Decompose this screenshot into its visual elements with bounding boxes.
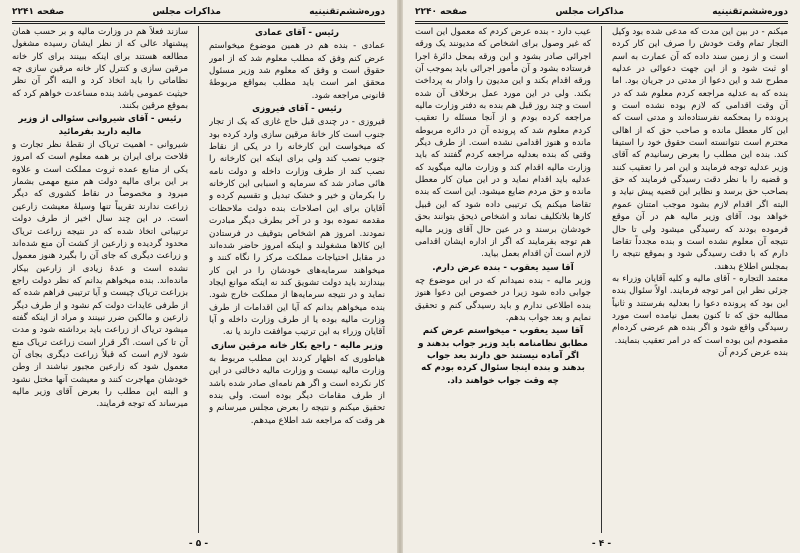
paragraph: هیاطوری که اظهار کردند این مطلب مربوط به وزارت مالیه نیست و وزارت مالیه دخالتی در این کار نکرده است و اگر هم نامه‌ای صادر شده باشد از طرف مقامات دیگر بوده است. ولی بنده تحقیق میکنم و نتیجه را بعرض مجلس میرسانم و هر وقت که مراجعه شد اطلاع میدهم.: [209, 353, 385, 426]
right-page-column-right: [612, 26, 788, 533]
paragraph: فیروزی - در چندی قبل حاج غازی که یک از تجار جنوب است کار خانهٔ مرقین سازی وارد کرده بود که میخواست این کارخانه را در یکی از نقاط جنوب نصب کند ولی برای اینکه این کارخانه را نصب کند از طرف وزارت داخله و دولت نامه هائی صادر شد که سرمایه و اسبابی این کارخانه را بکرمان و خیر و خشک تبدیل و تقسیم کرده و آقایان برای این اصلاحات بنده دولت ملاحظات مقدمه نموده بود و در آخر بطرف دیگر مبادرت نمودند. امروز هم اشخاص بتوقیف در فرستادن این کالاها مشغولند و اینکه امروز حاضر شده‌اند در مقابل احتیاجات مملکت مرکز را نگاه کنند و میخواهند سرمایه‌های خودشان را در این کار بیندازند باید دولت تشویق کند نه اینکه موانع ایجاد نماید و در نتیجه سرمایه‌ها از مملکت خارج شود. بنده میخواهم بدانم که آیا این اقدامات از طرف وزارت مالیه بوده یا از طرف وزارت داخله و آیا آقایان وزراء به این ترتیب موافقت دارند یا نه.: [209, 117, 385, 338]
right-page: [403, 0, 800, 553]
left-page: [0, 0, 397, 553]
column-divider: [601, 26, 602, 533]
right-page-columns: [415, 26, 788, 533]
left-page-header: [12, 4, 385, 20]
paragraph: بنده عرض کردم آن: [718, 347, 788, 358]
paragraph: معتمد التجاره - آقای مالیه و کلیه آقایان وزراء به جزئی نظر این امر توجه فرمایند. اولاً سئوال بنده این بود که پرونده دعوا را بعدلیه بفرستند و ثانیاً مطالبه حق که تا کنون بعمل نیامده است مورد رسیدگی واقع شود و اگر بنده هم عرضی کرده‌ام مقصودم این بوده است که در امر تعقیب بنمایند.: [612, 273, 788, 346]
left-page-columns: [12, 26, 385, 533]
left-header-volume: دوره‌ششم‌تقنینیه: [309, 7, 385, 17]
left-header-rule: [12, 21, 385, 24]
paragraph: سازند فعلاً هم در وزارت مالیه و بر حسب همان پیشنهاد عالی که از نظر ایشان رسیده مشغول مطالعه هستند برای اینکه ببینند برای کار خانه مرقین سازی و کنترل کار خانه مرقین سازی چه نظاماتی را باید اتخاذ کرد و البته اگر آن نظر حیثیت عمومی باشد بنده مساعدت خواهم کرد که بموقع مرقین بکنند.: [12, 27, 188, 112]
right-page-number: - ۴ -: [591, 539, 612, 549]
right-header-volume: دوره‌ششم‌تقنینیه: [712, 7, 788, 17]
speaker-line: رئیس - آقای عمادی: [254, 28, 340, 38]
right-page-header: [415, 4, 788, 20]
left-page-column-right: [209, 26, 385, 533]
paragraph: وزیر مالیه - بنده نمیدانم که در این موضوع چه جوابی داده شود زیرا در خصوص این دعوا هنوز بنده اطلاعی ندارم و باید رسیدگی کنم و تحقیق نمایم و بعد جواب بدهم.: [415, 275, 591, 323]
left-header-page: صفحه ۲۲۴۱: [12, 7, 65, 17]
right-header-rule: [415, 21, 788, 24]
right-header-page: صفحه ۲۲۴۰: [415, 7, 468, 17]
speaker-line: رئیس - آقای فیروزی: [252, 104, 342, 115]
speaker-line: آقا سید یعقوب - میخواستم عرض کنم مطابق نظامنامه باید وزیر جواب بدهند و اگر آماده نیستند حق دارند بعد جواب بدهند و بنده اینجا سئوال کرده بودم که چه وقت جواب خواهند داد.: [418, 326, 588, 386]
left-header-title: مذاکرات مجلس: [152, 7, 221, 17]
left-page-number: - ۵ -: [188, 539, 209, 549]
paragraph: عمادی - بنده هم در همین موضوع میخواستم عرض کنم وفق که مطلب معلوم شد که از امور حقوق است و وفق که معلوم شد وزیر مسئول محقق امر است باید مطلب بمواقع مربوطهٔ قانونی مراجعه شود.: [209, 41, 385, 101]
left-page-column-left: [12, 26, 188, 533]
paragraph: شیروانی - اهمیت تریاک از نقطهٔ نظر تجارت و فلاحت برای ایران بر همه معلوم است که امروز یکی از منابع عمده ثروت مملکت است و علاوه بر این برای مالیه دولت هم منبع مهمی بشمار میرود و مخصوصاً در نقاط کشوری که دیگر زراعت ندارند تقریباً تنها وسیلهٔ معیشت زارعین است. در این چند سال اخیر از طرف دولت ترتیباتی اتخاذ شده که در نتیجه زراعت تریاک محدود گردیده و زارعین از کشت آن منع شده‌اند و زراعت دیگری که جای آن را بگیرد هنوز معمول نشده است و عدهٔ زیادی از زارعین بیکار مانده‌اند. بنده میخواهم بدانم که نظر دولت راجع بزراعت تریاک چیست و آیا ترتیبی فراهم شده که از طرفی عایدات دولت کم نشود و از طرف دیگر زارعین و مالکین ضرر نبینند و مراد از اینکه گفته میشود تریاک از زراعت باید برداشته شود و مدت آن تا کی است. اگر قرار است زراعت تریاک منع شود لازم است که قبلاً زراعت دیگری بجای آن معمول شود که زارعین مجبور نباشند از وطن خودشان مهاجرت کنند و معیشت آنها مختل نشود و البته این مطلب را بعرض آقای وزیر مالیه میرساند که توجه فرمایند.: [12, 140, 188, 410]
right-header-title: مذاکرات مجلس: [555, 7, 624, 17]
speaker-line: رئیس - آقای شیروانی سئوالی از وزیر مالیه دارید بفرمائید: [18, 114, 182, 137]
column-divider: [198, 26, 199, 533]
speaker-line: آقا سید یعقوب - بنده عرض دارم.: [432, 262, 574, 273]
speaker-line: وزیر مالیه - راجع بکار خانه مرقین سازی: [211, 340, 383, 351]
paragraph: میکنم - در بین این مدت که مدعی شده بود وکیل التجار تمام وقت خودش را صرف این کار کرده است و از زمین سند داده که آن عمارت به اسم او ثبت شود و از این جهت دعوائی در عدلیه مطرح شد و این دعوا از مدتی در جریان بود. اما بنده که به عدلیه مراجعه کردم معلوم شد که در آن وقت اقدامی که لازم بوده نشده است و پرونده را بمحکمه نفرستاده‌اند و مدتی است که این کار معطل مانده و صاحب حق که از اهالی محترم است نتوانسته است حقوق خود را استیفا کند. بنده این مطلب را بعرض رسانیدم که آقای وزیر عدلیه توجه فرمایند و این امر را تعقیب کنند و قضیه را با نظر دقت رسیدگی فرمایند که حق بصاحب حق برسد و نظایر این قضیه پیش نیاید و البته اگر اقدام لازم بشود موجب امتنان عموم خواهد بود. آقای وزیر مالیه هم در آن موقع فرموده بودند که رسیدگی میشود ولی تا حال نتیجه آن معلوم نشده است و بنده مجدداً تقاضا دارم که با دقت رسیدگی شود و بموقع نتیجه را بمجلس اطلاع بدهند.: [612, 27, 788, 272]
right-page-column-left: [415, 26, 591, 533]
paragraph: عیب دارد - بنده عرض کردم که معمول این است که غیر وصول برای اشخاص که مدیونند یک ورقه اجرائی صادر بشود و این ورقه بمحل دائرهٔ اجرا فرستاده بشود و آن مأمور اجرائی باید بموجب آن ورقه اقدام بکند و این مدیون را وادار به پرداخت بکند. ولی در این مورد عمل برخلاف آن شده است و چند روز قبل هم بنده به دفتر وزارت مالیه مراجعه کرده بودم و از آنجا مسئله را تعقیب کردم معلوم شد که پرونده آن در دائره مربوطه مانده و هنوز اقدامی نشده است. از طرف دیگر وقتی که بنده بعدلیه مراجعه کردم گفتند که باید وزارت مالیه اقدام کند و وزارت مالیه میگوید که عدلیه باید اقدام نماید و در این میان کار معطل مانده و حق مردم ضایع میشود. این است که بنده تقاضا میکنم یک ترتیبی داده شود که این قبیل کارها بلاتکلیف نماند و اشخاص ذیحق بتوانند بحق خودشان برسند و در عین حال آقای وزیر مالیه هم توجه بفرمایند که اگر از اداره ایشان اقدامی لازم است آن اقدام بعمل بیاید.: [415, 27, 591, 260]
